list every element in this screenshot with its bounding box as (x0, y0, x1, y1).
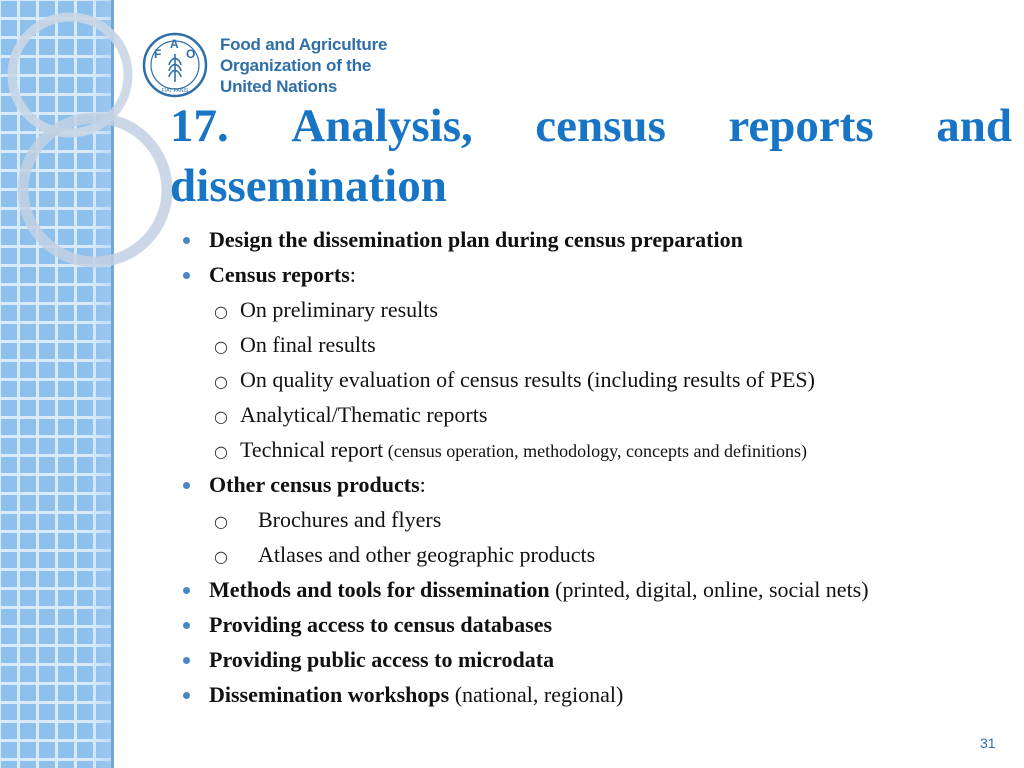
item-bold-text: Other census products (209, 472, 420, 497)
hollow-circle-icon: ○ (214, 442, 228, 461)
bullet-icon (183, 272, 190, 279)
title-word: reports (728, 100, 874, 152)
sub-item-atlases: Atlases and other geographic products (258, 542, 596, 567)
item-bold-text: Methods and tools for dissemination (209, 577, 550, 602)
item-bold-text: Design the dissemination plan during census preparation (209, 227, 743, 252)
item-text: : (349, 262, 356, 287)
sidebar-gradient (0, 0, 113, 768)
org-name-line-2: Organization of the (220, 55, 372, 75)
bullet-icon (183, 587, 190, 594)
title-word: census (535, 100, 666, 152)
sub-item-preliminary-results: On preliminary results (240, 297, 438, 322)
item-text: Technical report (240, 437, 384, 462)
fao-emblem-icon (142, 32, 208, 98)
title-line-1 (170, 96, 1012, 156)
list-item-other-products (209, 469, 426, 501)
item-text: (printed, digital, online, social nets) (549, 577, 869, 602)
bullet-icon (183, 622, 190, 629)
hollow-circle-icon: ○ (214, 372, 228, 391)
title-word: and (936, 100, 1012, 152)
item-bold-text: Providing access to census databases (209, 612, 553, 637)
hollow-circle-icon: ○ (214, 512, 228, 531)
org-name-line-1: Food and Agriculture (220, 34, 388, 54)
decorative-sidebar (0, 0, 113, 768)
item-text: : (419, 472, 426, 497)
org-name-line-3: United Nations (220, 76, 338, 96)
sub-item-brochures: Brochures and flyers (258, 507, 442, 532)
emblem-letter-a: A (170, 37, 179, 51)
organization-name (220, 34, 387, 97)
item-bold-text: Providing public access to microdata (209, 647, 555, 672)
list-item-workshops (209, 679, 623, 711)
list-item-methods-tools (209, 574, 869, 606)
slide-title (170, 96, 1012, 216)
emblem-letter-f: F (154, 47, 162, 61)
item-bold-text: Census reports (209, 262, 350, 287)
sub-item-final-results: On final results (240, 332, 376, 357)
page-number: 31 (980, 735, 996, 751)
emblem-letter-o: O (186, 47, 196, 61)
title-line-2: dissemination (170, 160, 447, 212)
bullet-icon (183, 237, 190, 244)
list-item-database-access (209, 609, 552, 641)
hollow-circle-icon: ○ (214, 547, 228, 566)
sub-item-quality-evaluation: On quality evaluation of census results (including results of PES) (240, 367, 815, 392)
sub-item-analytical-reports: Analytical/Thematic reports (240, 402, 488, 427)
bullet-icon (183, 692, 190, 699)
title-word: 17. (170, 100, 229, 152)
fao-logo (142, 30, 387, 100)
sub-item-technical-report (240, 434, 807, 466)
emblem-motto: FIAT PANIS (161, 88, 189, 94)
item-text: (national, regional) (449, 682, 624, 707)
bullet-icon (183, 657, 190, 664)
item-note: (census operation, methodology, concepts and definitions) (383, 441, 807, 461)
sidebar-edge-line (111, 0, 114, 768)
list-item-design-plan (209, 224, 743, 256)
list-item-microdata-access (209, 644, 554, 676)
hollow-circle-icon: ○ (214, 407, 228, 426)
hollow-circle-icon: ○ (214, 337, 228, 356)
title-word: Analysis, (291, 100, 473, 152)
hollow-circle-icon: ○ (214, 302, 228, 321)
list-item-census-reports (209, 259, 356, 291)
item-bold-text: Dissemination workshops (209, 682, 450, 707)
bullet-icon (183, 482, 190, 489)
